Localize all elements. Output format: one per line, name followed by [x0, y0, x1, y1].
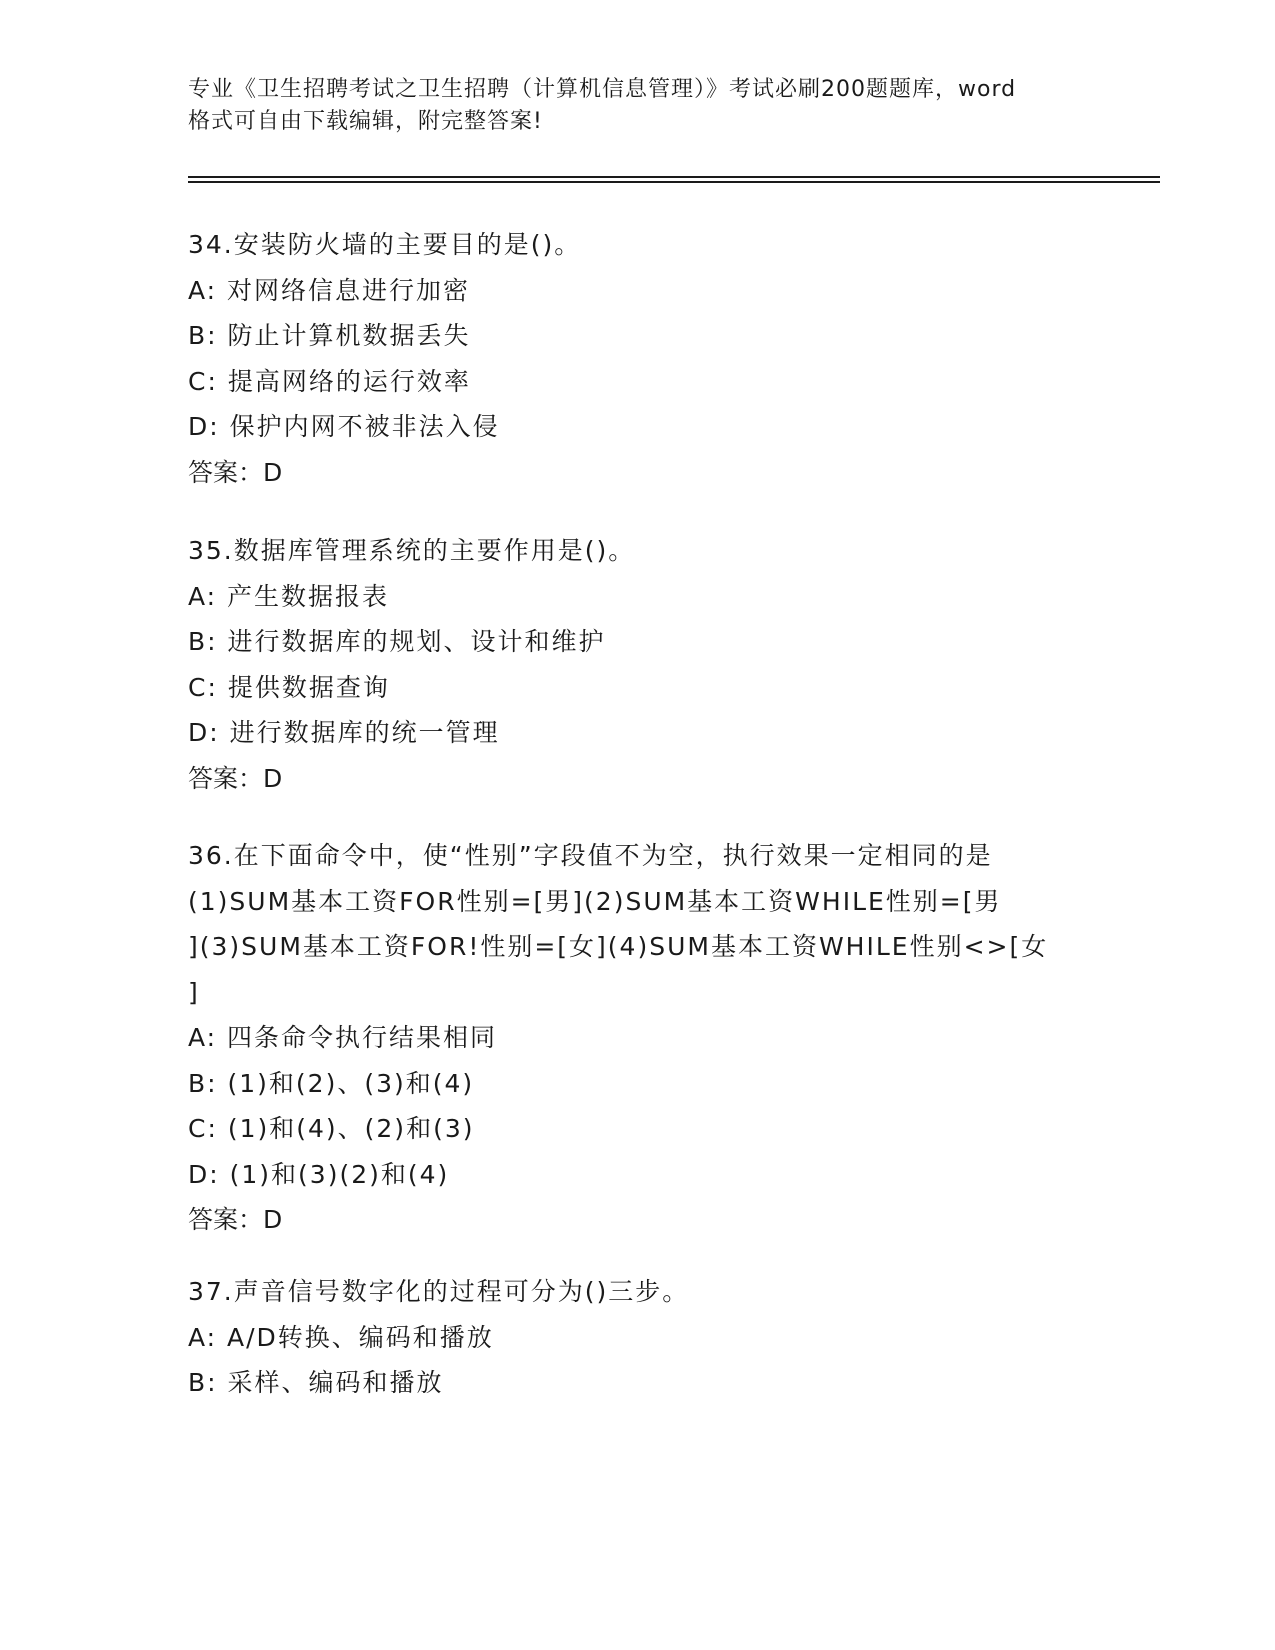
- option-b: B: 进行数据库的规划、设计和维护: [188, 627, 606, 656]
- question-stem-line: 36.在下面命令中，使“性别”字段值不为空，执行效果一定相同的是: [188, 841, 993, 870]
- question-34: [188, 222, 1088, 495]
- option-a: A: A/D转换、编码和播放: [188, 1322, 494, 1352]
- option-c: C: 提高网络的运行效率: [188, 366, 471, 396]
- question-37: [188, 1269, 1088, 1406]
- question-stem: 35.数据库管理系统的主要作用是()。: [188, 536, 636, 565]
- option-d: D: (1)和(3)(2)和(4): [188, 1159, 450, 1189]
- question-stem-line: ](3)SUM基本工资FOR!性别=[女](4)SUM基本工资WHILE性别<>[女: [188, 932, 1049, 961]
- option-b: B: (1)和(2)、(3)和(4): [188, 1068, 475, 1098]
- question-35: [188, 528, 1088, 801]
- option-b: B: 防止计算机数据丢失: [188, 321, 471, 350]
- question-stem: 37.声音信号数字化的过程可分为()三步。: [188, 1277, 690, 1306]
- answer: 答案：D: [188, 763, 283, 793]
- header-divider-bottom: [188, 181, 1160, 183]
- document-header: [188, 74, 1088, 138]
- option-d: D: 进行数据库的统一管理: [188, 718, 500, 747]
- header-divider-top: [188, 176, 1160, 178]
- option-a: A: 产生数据报表: [188, 581, 390, 611]
- question-stem: 34.安装防火墙的主要目的是()。: [188, 230, 582, 259]
- answer: 答案：D: [188, 1205, 283, 1234]
- option-c: C: 提供数据查询: [188, 672, 390, 702]
- header-line-2: 格式可自由下载编辑，附完整答案!: [188, 109, 543, 134]
- question-36: [188, 833, 1088, 1243]
- header-line-1: 专业《卫生招聘考试之卫生招聘（计算机信息管理）》考试必刷200题题库，word: [188, 77, 1017, 102]
- option-b: B: 采样、编码和播放: [188, 1368, 444, 1397]
- question-stem-line: (1)SUM基本工资FOR性别=[男](2)SUM基本工资WHILE性别=[男: [188, 886, 1002, 916]
- option-d: D: 保护内网不被非法入侵: [188, 412, 500, 441]
- option-a: A: 四条命令执行结果相同: [188, 1023, 498, 1052]
- option-c: C: (1)和(4)、(2)和(3): [188, 1114, 475, 1143]
- option-a: A: 对网络信息进行加密: [188, 275, 471, 305]
- question-stem-line: ]: [188, 977, 200, 1007]
- answer: 答案：D: [188, 457, 283, 487]
